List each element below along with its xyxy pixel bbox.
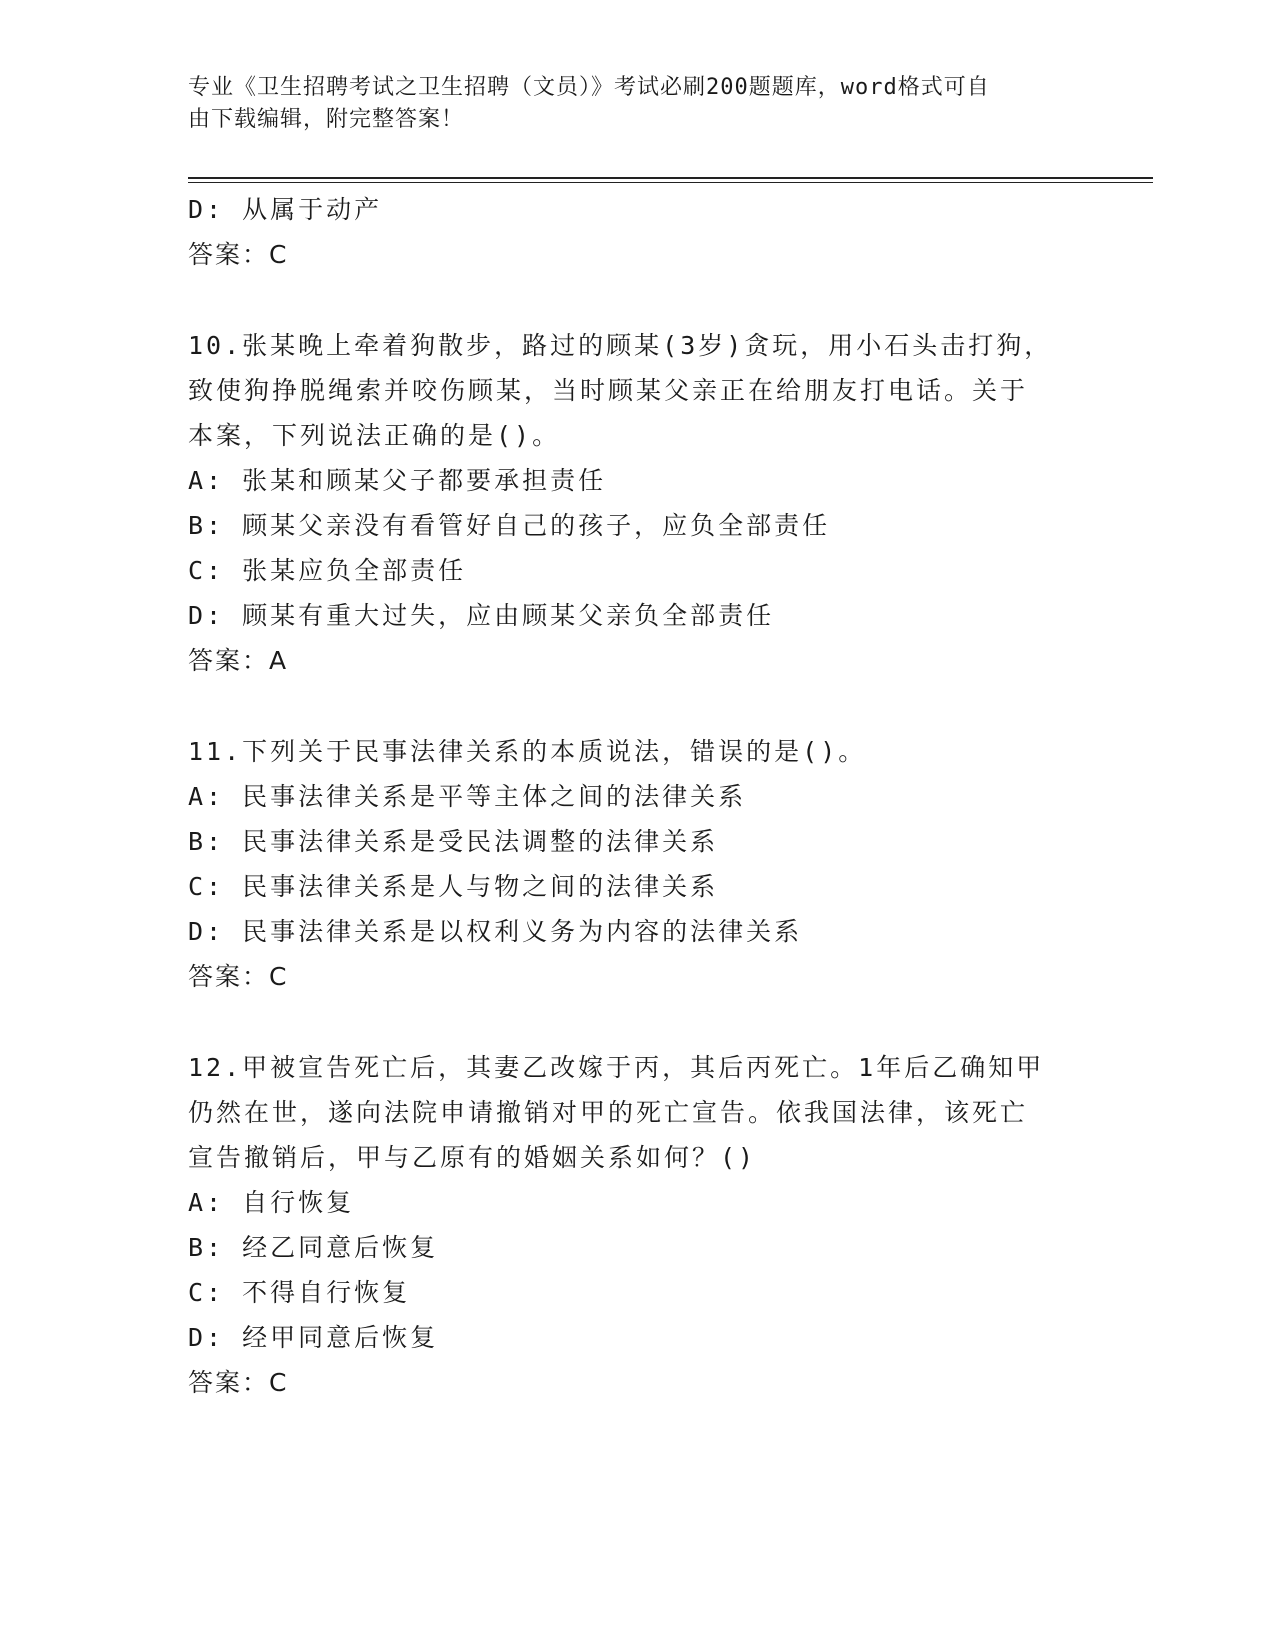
option-c: C: 不得自行恢复 [188, 1278, 411, 1307]
option-d: D: 民事法律关系是以权利义务为内容的法律关系 [188, 917, 803, 946]
answer-line: 答案：C [188, 240, 289, 269]
question-content [188, 187, 1088, 1405]
header-line-2: 由下载编辑，附完整答案！ [188, 107, 465, 132]
question-12 [188, 1045, 1088, 1405]
option-b: B: 民事法律关系是受民法调整的法律关系 [188, 827, 719, 856]
option-a: A: 自行恢复 [188, 1188, 355, 1217]
spacer [188, 683, 1088, 729]
question-stem-line: 10.张某晚上牵着狗散步，路过的顾某(3岁)贪玩，用小石头击打狗， [188, 331, 1053, 360]
header-line-1: 专业《卫生招聘考试之卫生招聘（文员）》考试必刷200题题库，word格式可自 [188, 75, 990, 100]
option-c: C: 民事法律关系是人与物之间的法律关系 [188, 872, 719, 901]
spacer [188, 277, 1088, 323]
question-11 [188, 729, 1088, 999]
question-stem-line: 本案，下列说法正确的是()。 [188, 421, 561, 450]
option-d: D: 顾某有重大过失，应由顾某父亲负全部责任 [188, 601, 775, 630]
option-c: C: 张某应负全部责任 [188, 556, 467, 585]
option-a: A: 张某和顾某父子都要承担责任 [188, 466, 607, 495]
spacer [188, 999, 1088, 1045]
question-stem-line: 仍然在世，遂向法院申请撤销对甲的死亡宣告。依我国法律，该死亡 [188, 1098, 1029, 1127]
option-d: D: 从属于动产 [188, 195, 383, 224]
answer-line: 答案：C [188, 962, 289, 991]
page-header [188, 72, 1068, 136]
header-rule-thin [188, 182, 1153, 183]
option-b: B: 顾某父亲没有看管好自己的孩子，应负全部责任 [188, 511, 831, 540]
question-10 [188, 323, 1088, 683]
option-d: D: 经甲同意后恢复 [188, 1323, 439, 1352]
prev-question-tail [188, 187, 1088, 277]
question-stem-line: 致使狗挣脱绳索并咬伤顾某，当时顾某父亲正在给朋友打电话。关于 [188, 376, 1029, 405]
option-a: A: 民事法律关系是平等主体之间的法律关系 [188, 782, 747, 811]
answer-line: 答案：A [188, 646, 289, 675]
answer-line: 答案：C [188, 1368, 289, 1397]
question-stem-line: 12.甲被宣告死亡后，其妻乙改嫁于丙，其后丙死亡。1年后乙确知甲 [188, 1053, 1045, 1082]
option-b: B: 经乙同意后恢复 [188, 1233, 439, 1262]
header-rule-thick [188, 177, 1153, 179]
question-stem-line: 宣告撤销后，甲与乙原有的婚姻关系如何？() [188, 1143, 757, 1172]
question-stem-line: 11.下列关于民事法律关系的本质说法，错误的是()。 [188, 737, 867, 766]
